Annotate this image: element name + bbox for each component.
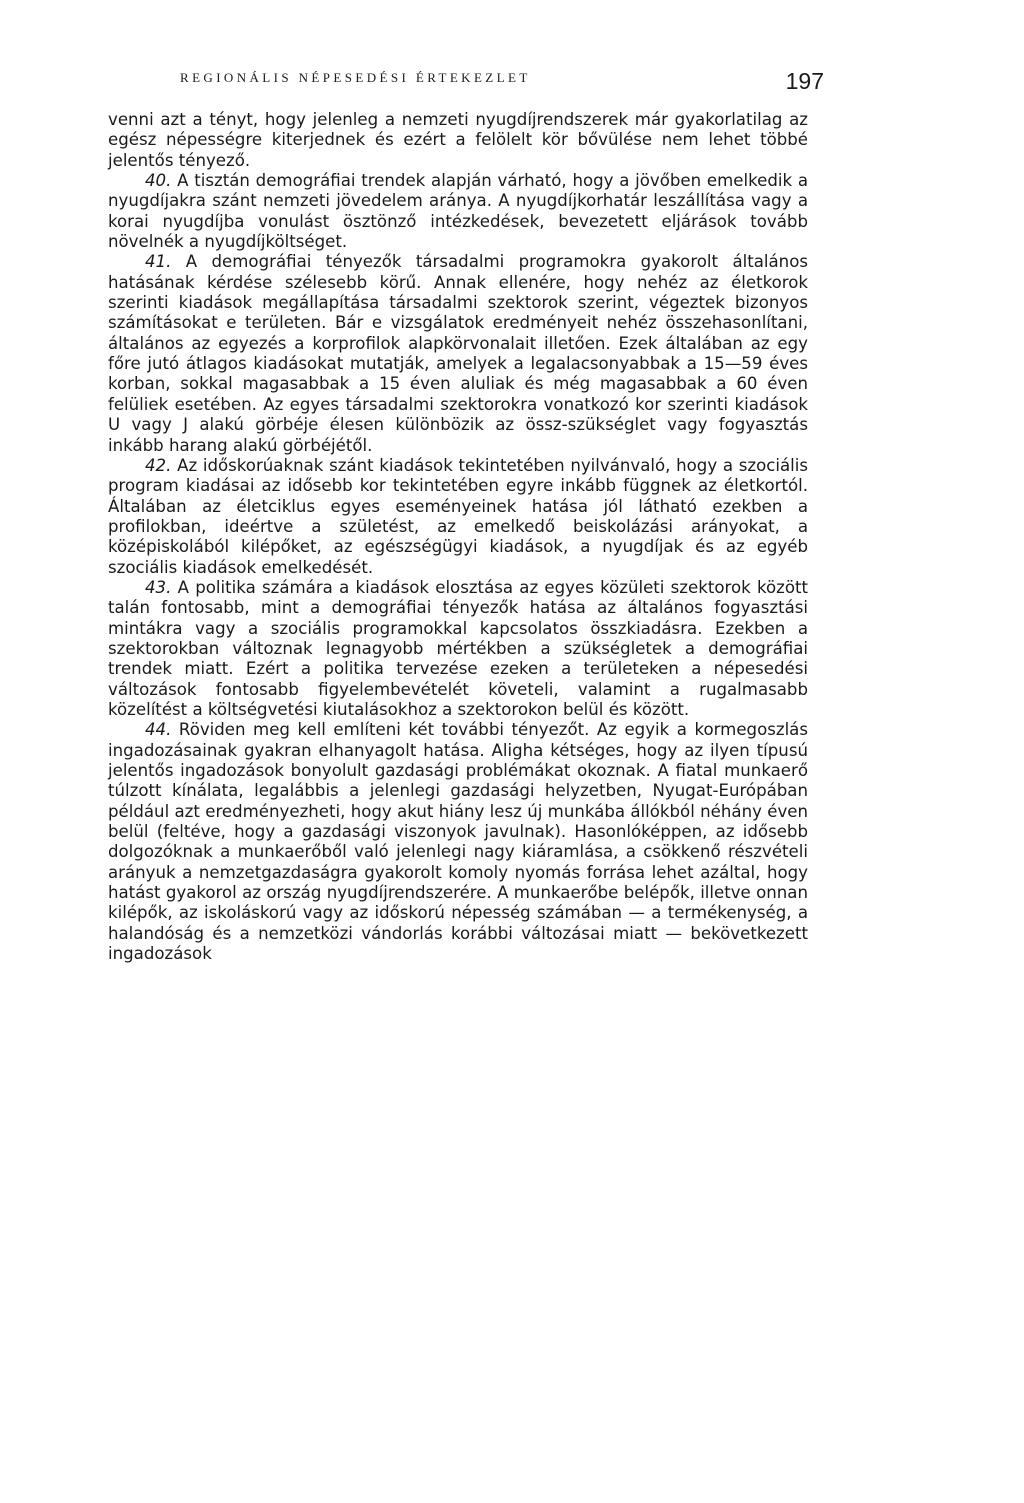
paragraph-text: Az időskorúaknak szánt kiadások tekintetében nyilvánvaló, hogy a szociális program kiadásai az idősebb kor tekintetében egyre inkább függnek az életkortól. Általában az életciklus egyes eseményeinek hatása jól látható ezekben a profilokban, ideértve a születést, az emelkedő beiskolázási arányokat, a középiskolából kilépőket, az egészségügyi kiadások, a nyugdíjak és az egyéb szociális kiadások emelkedését. (108, 455, 808, 577)
running-head: REGIONÁLIS NÉPESEDÉSI ÉRTEKEZLET (180, 70, 531, 85)
paragraph-number: 41. (145, 252, 172, 272)
paragraph-43 (108, 578, 808, 720)
paragraph-number: 44. (145, 720, 172, 740)
body-text (108, 110, 808, 964)
book-page (108, 60, 824, 964)
page-number: 197 (785, 68, 824, 94)
paragraph-number: 43. (145, 577, 172, 597)
paragraph-42 (108, 456, 808, 578)
paragraph-41 (108, 252, 808, 455)
paragraph-text: venni azt a tényt, hogy jelenleg a nemzeti nyugdíjrendszerek már gyakorlatilag az egész népességre kiterjednek és ezért a felölelt kör bővülése nem lehet többé jelentős tényező. (108, 110, 808, 170)
paragraph-text: Röviden meg kell említeni két további tényezőt. Az egyik a kormegoszlás ingadozásainak gyakran elhanyagolt hatása. Aligha kétséges, hogy az ilyen típusú jelentős ingadozások bonyolult gazdasági problémákat okoznak. A fiatal munkaerő túlzott kínálata, legalábbis a jelenlegi gazdasági helyzetben, Nyugat-Európában például azt eredményezheti, hogy akut hiány lesz új munkába állókból néhány éven belül (feltéve, hogy a gazdasági viszonyok javulnak). Hasonlóképpen, az idősebb dolgozóknak a munkaerőből való jelenlegi nagy kiáramlása, a csökkenő részvételi arányuk a nemzetgazdaságra gyakorolt komoly nyomás forrása lehet azáltal, hogy hatást gyakorol az ország nyugdíjrendszerére. A munkaerőbe belépők, illetve onnan kilépők, az iskoláskorú vagy az időskorú népesség számában — a termékenység, a halandóság és a nemzetközi vándorlás korábbi változásai miatt — bekövetkezett ingadozások (108, 720, 808, 964)
paragraph-text: A demográfiai tényezők társadalmi programokra gyakorolt általános hatásának kérdése szélesebb körű. Annak ellenére, hogy nehéz az életkorok szerinti kiadások megállapítása társadalmi szektorok szerint, végeztek bizonyos számításokat e területen. Bár e vizsgálatok eredményeit nehéz összehasonlítani, általános az egyezés a korprofilok alapkörvonalait illetően. Ezek általában az egy főre jutó átlagos kiadásokat mutatják, amelyek a legalacsonyabbak a 15—59 éves korban, sokkal magasabbak a 15 éven aluliak és még magasabbak a 60 éven felüliek esetében. Az egyes társadalmi szektorokra vonatkozó kor szerinti kiadások U vagy J alakú görbéje élesen különbözik az össz-szükséglet vagy fogyasztás inkább harang alakú görbéjétől. (108, 252, 808, 455)
paragraph-number: 40. (145, 171, 172, 191)
paragraph-continuation (108, 110, 808, 171)
paragraph-40 (108, 171, 808, 252)
paragraph-text: A tisztán demográfiai trendek alapján várható, hogy a jövőben emelkedik a nyugdíjakra szánt nemzeti jövedelem aránya. A nyugdíjkorhatár leszállítása vagy a korai nyugdíjba vonulást ösztönző intézkedések, bevezetett eljárások tovább növelnék a nyugdíjköltséget. (108, 171, 808, 252)
paragraph-44 (108, 720, 808, 964)
paragraph-number: 42. (145, 455, 172, 475)
page-header (108, 60, 824, 110)
paragraph-text: A politika számára a kiadások elosztása az egyes közületi szektorok között talán fontosabb, mint a demográfiai tényezők hatása az általános fogyasztási mintákra vagy a szociális programokkal kapcsolatos összkiadásra. Ezekben a szektorokban változnak legnagyobb mértékben a szükségletek a demográfiai trendek miatt. Ezért a politika tervezése ezeken a területeken a népesedési változások fontosabb figyelembevételét követeli, valamint a rugalmasabb közelítést a költségvetési kiutalásokhoz a szektorokon belül és között. (108, 577, 808, 719)
